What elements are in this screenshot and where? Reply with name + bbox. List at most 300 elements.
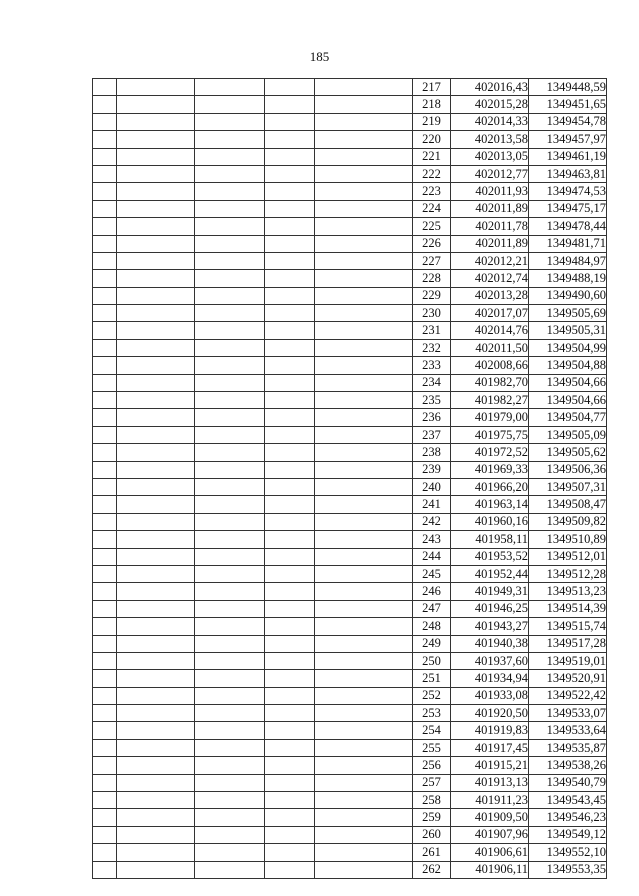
empty-cell <box>315 235 413 252</box>
empty-cell <box>315 618 413 635</box>
table-row <box>93 809 607 826</box>
empty-cell <box>93 96 117 113</box>
empty-cell <box>93 409 117 426</box>
point-number-cell: 239 <box>413 461 451 478</box>
empty-cell <box>265 426 315 443</box>
empty-cell <box>117 722 195 739</box>
y-coordinate-cell: 1349508,47 <box>529 496 607 513</box>
point-number-cell: 221 <box>413 148 451 165</box>
x-coordinate-cell: 402017,07 <box>451 305 529 322</box>
point-number-cell: 254 <box>413 722 451 739</box>
empty-cell <box>265 600 315 617</box>
empty-cell <box>315 670 413 687</box>
empty-cell <box>93 461 117 478</box>
empty-cell <box>93 565 117 582</box>
y-coordinate-cell: 1349509,82 <box>529 513 607 530</box>
empty-cell <box>93 148 117 165</box>
empty-cell <box>117 531 195 548</box>
x-coordinate-cell: 401952,44 <box>451 565 529 582</box>
x-coordinate-cell: 401911,23 <box>451 792 529 809</box>
empty-cell <box>195 235 265 252</box>
empty-cell <box>93 79 117 96</box>
x-coordinate-cell: 401963,14 <box>451 496 529 513</box>
y-coordinate-cell: 1349549,12 <box>529 826 607 843</box>
x-coordinate-cell: 401940,38 <box>451 635 529 652</box>
empty-cell <box>195 809 265 826</box>
x-coordinate-cell: 401953,52 <box>451 548 529 565</box>
x-coordinate-cell: 402016,43 <box>451 79 529 96</box>
point-number-cell: 258 <box>413 792 451 809</box>
empty-cell <box>265 322 315 339</box>
table-row <box>93 374 607 391</box>
y-coordinate-cell: 1349506,36 <box>529 461 607 478</box>
empty-cell <box>117 218 195 235</box>
empty-cell <box>195 165 265 182</box>
y-coordinate-cell: 1349543,45 <box>529 792 607 809</box>
x-coordinate-cell: 401958,11 <box>451 531 529 548</box>
empty-cell <box>265 270 315 287</box>
empty-cell <box>93 722 117 739</box>
empty-cell <box>315 844 413 861</box>
x-coordinate-cell: 402013,28 <box>451 287 529 304</box>
empty-cell <box>117 322 195 339</box>
y-coordinate-cell: 1349546,23 <box>529 809 607 826</box>
empty-cell <box>93 757 117 774</box>
empty-cell <box>93 583 117 600</box>
y-coordinate-cell: 1349535,87 <box>529 739 607 756</box>
y-coordinate-cell: 1349504,88 <box>529 357 607 374</box>
empty-cell <box>117 600 195 617</box>
table-row <box>93 357 607 374</box>
empty-cell <box>265 287 315 304</box>
table-row <box>93 113 607 130</box>
point-number-cell: 230 <box>413 305 451 322</box>
empty-cell <box>195 148 265 165</box>
empty-cell <box>315 165 413 182</box>
point-number-cell: 237 <box>413 426 451 443</box>
empty-cell <box>265 809 315 826</box>
empty-cell <box>265 478 315 495</box>
empty-cell <box>117 200 195 217</box>
empty-cell <box>117 339 195 356</box>
table-row <box>93 322 607 339</box>
empty-cell <box>117 79 195 96</box>
empty-cell <box>93 113 117 130</box>
point-number-cell: 259 <box>413 809 451 826</box>
empty-cell <box>315 826 413 843</box>
table-row <box>93 687 607 704</box>
empty-cell <box>265 252 315 269</box>
x-coordinate-cell: 401920,50 <box>451 705 529 722</box>
x-coordinate-cell: 402012,21 <box>451 252 529 269</box>
empty-cell <box>265 444 315 461</box>
empty-cell <box>117 305 195 322</box>
empty-cell <box>315 444 413 461</box>
y-coordinate-cell: 1349504,66 <box>529 392 607 409</box>
empty-cell <box>117 652 195 669</box>
empty-cell <box>117 478 195 495</box>
empty-cell <box>93 357 117 374</box>
empty-cell <box>265 79 315 96</box>
point-number-cell: 231 <box>413 322 451 339</box>
empty-cell <box>315 218 413 235</box>
point-number-cell: 248 <box>413 618 451 635</box>
empty-cell <box>315 513 413 530</box>
x-coordinate-cell: 402012,77 <box>451 165 529 182</box>
empty-cell <box>93 496 117 513</box>
y-coordinate-cell: 1349505,62 <box>529 444 607 461</box>
point-number-cell: 247 <box>413 600 451 617</box>
table-row <box>93 826 607 843</box>
point-number-cell: 223 <box>413 183 451 200</box>
empty-cell <box>195 861 265 878</box>
x-coordinate-cell: 401979,00 <box>451 409 529 426</box>
x-coordinate-cell: 402011,50 <box>451 339 529 356</box>
empty-cell <box>93 270 117 287</box>
point-number-cell: 219 <box>413 113 451 130</box>
y-coordinate-cell: 1349461,19 <box>529 148 607 165</box>
point-number-cell: 246 <box>413 583 451 600</box>
table-row <box>93 670 607 687</box>
empty-cell <box>315 409 413 426</box>
empty-cell <box>265 200 315 217</box>
empty-cell <box>265 739 315 756</box>
empty-cell <box>117 739 195 756</box>
table-row <box>93 600 607 617</box>
empty-cell <box>265 826 315 843</box>
table-row <box>93 513 607 530</box>
table-row <box>93 200 607 217</box>
empty-cell <box>93 652 117 669</box>
table-row <box>93 444 607 461</box>
empty-cell <box>195 478 265 495</box>
table-row <box>93 270 607 287</box>
empty-cell <box>93 339 117 356</box>
empty-cell <box>195 496 265 513</box>
point-number-cell: 260 <box>413 826 451 843</box>
point-number-cell: 252 <box>413 687 451 704</box>
empty-cell <box>315 705 413 722</box>
x-coordinate-cell: 401966,20 <box>451 478 529 495</box>
table-row <box>93 792 607 809</box>
empty-cell <box>117 426 195 443</box>
empty-cell <box>93 670 117 687</box>
empty-cell <box>265 513 315 530</box>
table-row <box>93 287 607 304</box>
empty-cell <box>117 131 195 148</box>
point-number-cell: 227 <box>413 252 451 269</box>
y-coordinate-cell: 1349515,74 <box>529 618 607 635</box>
empty-cell <box>265 183 315 200</box>
empty-cell <box>315 287 413 304</box>
empty-cell <box>93 513 117 530</box>
table-row <box>93 618 607 635</box>
y-coordinate-cell: 1349463,81 <box>529 165 607 182</box>
y-coordinate-cell: 1349474,53 <box>529 183 607 200</box>
empty-cell <box>265 461 315 478</box>
empty-cell <box>117 583 195 600</box>
empty-cell <box>93 392 117 409</box>
empty-cell <box>265 218 315 235</box>
coordinates-table <box>92 78 607 879</box>
empty-cell <box>117 757 195 774</box>
y-coordinate-cell: 1349514,39 <box>529 600 607 617</box>
empty-cell <box>265 113 315 130</box>
empty-cell <box>265 583 315 600</box>
x-coordinate-cell: 402014,33 <box>451 113 529 130</box>
empty-cell <box>195 531 265 548</box>
y-coordinate-cell: 1349552,10 <box>529 844 607 861</box>
empty-cell <box>315 652 413 669</box>
empty-cell <box>315 583 413 600</box>
empty-cell <box>93 165 117 182</box>
empty-cell <box>93 218 117 235</box>
empty-cell <box>195 183 265 200</box>
page-number: 185 <box>309 49 330 64</box>
table-row <box>93 844 607 861</box>
y-coordinate-cell: 1349490,60 <box>529 287 607 304</box>
empty-cell <box>315 357 413 374</box>
y-coordinate-cell: 1349505,09 <box>529 426 607 443</box>
y-coordinate-cell: 1349553,35 <box>529 861 607 878</box>
point-number-cell: 220 <box>413 131 451 148</box>
y-coordinate-cell: 1349457,97 <box>529 131 607 148</box>
x-coordinate-cell: 402011,78 <box>451 218 529 235</box>
empty-cell <box>93 618 117 635</box>
empty-cell <box>315 792 413 809</box>
y-coordinate-cell: 1349513,23 <box>529 583 607 600</box>
x-coordinate-cell: 401960,16 <box>451 513 529 530</box>
empty-cell <box>117 96 195 113</box>
x-coordinate-cell: 401975,75 <box>451 426 529 443</box>
empty-cell <box>93 774 117 791</box>
y-coordinate-cell: 1349522,42 <box>529 687 607 704</box>
empty-cell <box>117 235 195 252</box>
table-row <box>93 426 607 443</box>
empty-cell <box>117 809 195 826</box>
empty-cell <box>93 252 117 269</box>
table-row <box>93 79 607 96</box>
empty-cell <box>315 252 413 269</box>
table-row <box>93 722 607 739</box>
empty-cell <box>117 374 195 391</box>
x-coordinate-cell: 401946,25 <box>451 600 529 617</box>
empty-cell <box>315 322 413 339</box>
table-row <box>93 252 607 269</box>
empty-cell <box>315 426 413 443</box>
empty-cell <box>117 461 195 478</box>
empty-cell <box>315 339 413 356</box>
point-number-cell: 225 <box>413 218 451 235</box>
y-coordinate-cell: 1349512,01 <box>529 548 607 565</box>
table-row <box>93 548 607 565</box>
point-number-cell: 217 <box>413 79 451 96</box>
table-row <box>93 652 607 669</box>
empty-cell <box>117 165 195 182</box>
table-row <box>93 183 607 200</box>
table-row <box>93 218 607 235</box>
empty-cell <box>93 478 117 495</box>
y-coordinate-cell: 1349475,17 <box>529 200 607 217</box>
x-coordinate-cell: 401969,33 <box>451 461 529 478</box>
empty-cell <box>195 200 265 217</box>
x-coordinate-cell: 402014,76 <box>451 322 529 339</box>
empty-cell <box>315 548 413 565</box>
empty-cell <box>265 635 315 652</box>
empty-cell <box>195 79 265 96</box>
empty-cell <box>117 618 195 635</box>
empty-cell <box>117 270 195 287</box>
x-coordinate-cell: 401982,70 <box>451 374 529 391</box>
empty-cell <box>315 461 413 478</box>
x-coordinate-cell: 401919,83 <box>451 722 529 739</box>
table-row <box>93 235 607 252</box>
y-coordinate-cell: 1349517,28 <box>529 635 607 652</box>
empty-cell <box>315 305 413 322</box>
y-coordinate-cell: 1349519,01 <box>529 652 607 669</box>
point-number-cell: 251 <box>413 670 451 687</box>
table-row <box>93 131 607 148</box>
empty-cell <box>93 183 117 200</box>
empty-cell <box>195 513 265 530</box>
empty-cell <box>93 548 117 565</box>
empty-cell <box>93 739 117 756</box>
empty-cell <box>195 844 265 861</box>
empty-cell <box>265 652 315 669</box>
empty-cell <box>93 322 117 339</box>
x-coordinate-cell: 401982,27 <box>451 392 529 409</box>
table-row <box>93 861 607 878</box>
point-number-cell: 238 <box>413 444 451 461</box>
empty-cell <box>117 792 195 809</box>
x-coordinate-cell: 402011,93 <box>451 183 529 200</box>
empty-cell <box>265 618 315 635</box>
y-coordinate-cell: 1349504,66 <box>529 374 607 391</box>
empty-cell <box>315 739 413 756</box>
empty-cell <box>93 531 117 548</box>
y-coordinate-cell: 1349451,65 <box>529 96 607 113</box>
empty-cell <box>195 131 265 148</box>
point-number-cell: 256 <box>413 757 451 774</box>
x-coordinate-cell: 402015,28 <box>451 96 529 113</box>
point-number-cell: 245 <box>413 565 451 582</box>
empty-cell <box>195 357 265 374</box>
empty-cell <box>117 670 195 687</box>
empty-cell <box>195 774 265 791</box>
empty-cell <box>117 444 195 461</box>
empty-cell <box>117 496 195 513</box>
empty-cell <box>195 287 265 304</box>
table-row <box>93 531 607 548</box>
empty-cell <box>315 148 413 165</box>
empty-cell <box>93 287 117 304</box>
x-coordinate-cell: 401915,21 <box>451 757 529 774</box>
empty-cell <box>195 305 265 322</box>
empty-cell <box>315 722 413 739</box>
empty-cell <box>315 270 413 287</box>
empty-cell <box>117 548 195 565</box>
empty-cell <box>93 200 117 217</box>
table-row <box>93 635 607 652</box>
x-coordinate-cell: 402008,66 <box>451 357 529 374</box>
table-row <box>93 565 607 582</box>
empty-cell <box>117 287 195 304</box>
y-coordinate-cell: 1349448,59 <box>529 79 607 96</box>
empty-cell <box>265 339 315 356</box>
empty-cell <box>117 113 195 130</box>
empty-cell <box>265 496 315 513</box>
empty-cell <box>195 339 265 356</box>
empty-cell <box>265 687 315 704</box>
x-coordinate-cell: 402012,74 <box>451 270 529 287</box>
empty-cell <box>93 600 117 617</box>
y-coordinate-cell: 1349507,31 <box>529 478 607 495</box>
x-coordinate-cell: 402011,89 <box>451 200 529 217</box>
table-row <box>93 757 607 774</box>
y-coordinate-cell: 1349512,28 <box>529 565 607 582</box>
point-number-cell: 242 <box>413 513 451 530</box>
empty-cell <box>315 496 413 513</box>
empty-cell <box>117 635 195 652</box>
empty-cell <box>195 374 265 391</box>
table-row <box>93 496 607 513</box>
table-row <box>93 774 607 791</box>
empty-cell <box>195 705 265 722</box>
empty-cell <box>195 583 265 600</box>
empty-cell <box>117 565 195 582</box>
empty-cell <box>265 531 315 548</box>
y-coordinate-cell: 1349505,31 <box>529 322 607 339</box>
empty-cell <box>195 444 265 461</box>
table-row <box>93 409 607 426</box>
table-row <box>93 583 607 600</box>
empty-cell <box>93 861 117 878</box>
empty-cell <box>265 792 315 809</box>
empty-cell <box>117 774 195 791</box>
y-coordinate-cell: 1349533,07 <box>529 705 607 722</box>
empty-cell <box>265 861 315 878</box>
coordinates-table-body <box>93 79 607 879</box>
empty-cell <box>315 392 413 409</box>
point-number-cell: 229 <box>413 287 451 304</box>
empty-cell <box>195 635 265 652</box>
point-number-cell: 240 <box>413 478 451 495</box>
empty-cell <box>315 809 413 826</box>
y-coordinate-cell: 1349454,78 <box>529 113 607 130</box>
empty-cell <box>117 844 195 861</box>
empty-cell <box>93 131 117 148</box>
y-coordinate-cell: 1349538,26 <box>529 757 607 774</box>
y-coordinate-cell: 1349484,97 <box>529 252 607 269</box>
empty-cell <box>315 531 413 548</box>
x-coordinate-cell: 401943,27 <box>451 618 529 635</box>
y-coordinate-cell: 1349481,71 <box>529 235 607 252</box>
empty-cell <box>195 722 265 739</box>
x-coordinate-cell: 401933,08 <box>451 687 529 704</box>
empty-cell <box>315 565 413 582</box>
empty-cell <box>265 165 315 182</box>
empty-cell <box>265 670 315 687</box>
empty-cell <box>93 792 117 809</box>
x-coordinate-cell: 401909,50 <box>451 809 529 826</box>
empty-cell <box>315 774 413 791</box>
empty-cell <box>117 183 195 200</box>
x-coordinate-cell: 401937,60 <box>451 652 529 669</box>
empty-cell <box>195 392 265 409</box>
empty-cell <box>265 96 315 113</box>
point-number-cell: 218 <box>413 96 451 113</box>
x-coordinate-cell: 401934,94 <box>451 670 529 687</box>
